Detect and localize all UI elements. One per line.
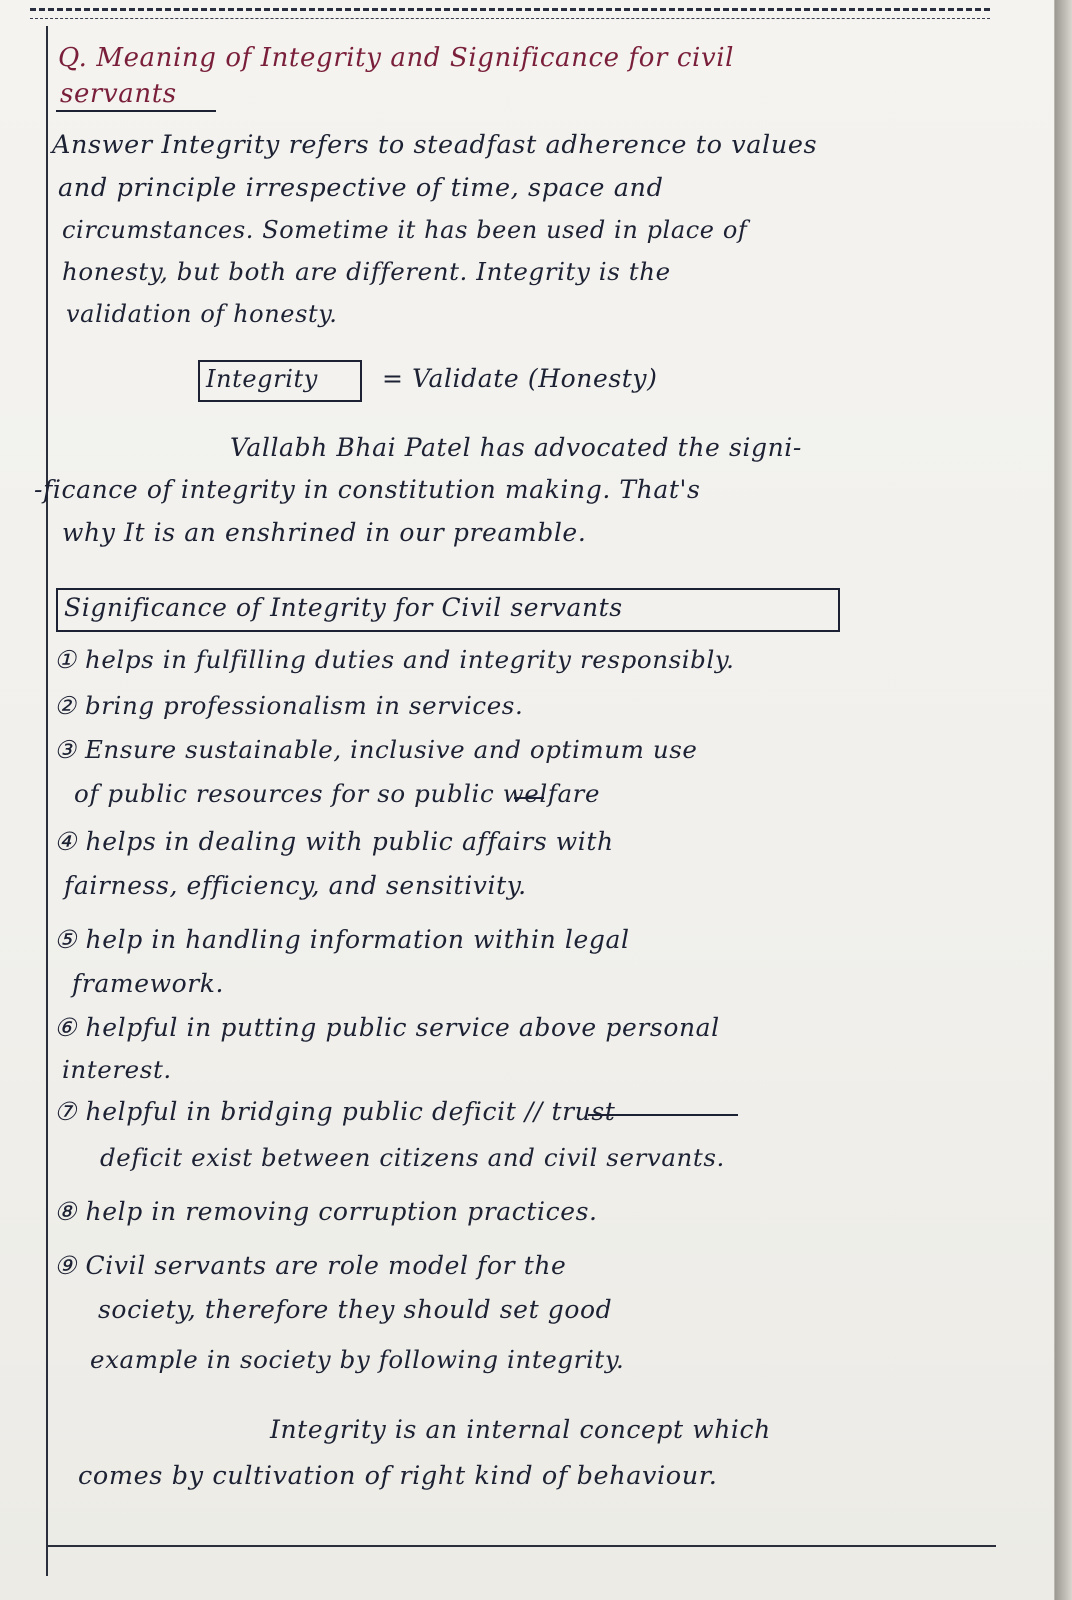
patel-line-1: Vallabh Bhai Patel has advocated the signi-	[230, 433, 802, 462]
page-edge-shadow	[1055, 0, 1072, 1600]
point-5-cont: framework.	[72, 969, 225, 998]
point-7: ⑦ helpful in bridging public deficit // trust	[54, 1097, 616, 1126]
strike-so	[514, 797, 544, 799]
patel-line-3: why It is an enshrined in our preamble.	[62, 518, 587, 547]
conclusion-line-2: comes by cultivation of right kind of behaviour.	[78, 1461, 718, 1491]
point-6-cont: interest.	[62, 1055, 172, 1084]
point-5: ⑤ help in handling information within legal	[54, 925, 630, 954]
answer-line-5: validation of honesty.	[66, 300, 338, 328]
question-underline	[56, 110, 216, 112]
bottom-line	[46, 1545, 996, 1547]
point-1: ① helps in fulfilling duties and integrity responsibly.	[54, 645, 735, 674]
top-dashed-rule-thin	[30, 18, 990, 19]
point-3-cont: of public resources for so public welfare	[74, 779, 601, 808]
point-4-cont: fairness, efficiency, and sensitivity.	[64, 871, 527, 900]
top-dashed-rule	[30, 8, 990, 11]
point-8: ⑧ help in removing corruption practices.	[54, 1197, 598, 1226]
point-7-cont: deficit exist between citizens and civil servants.	[100, 1143, 725, 1172]
conclusion-line-1: Integrity is an internal concept which	[270, 1415, 771, 1444]
answer-line-1: Answer Integrity refers to steadfast adherence to values	[52, 130, 818, 160]
point-3: ③ Ensure sustainable, inclusive and optimum use	[54, 735, 698, 764]
patel-line-2: -ficance of integrity in constitution making. That's	[34, 475, 701, 504]
point-9-cont-2: example in society by following integrity.	[90, 1345, 625, 1374]
point-2: ② bring professionalism in services.	[54, 691, 524, 720]
answer-line-3: circumstances. Sometime it has been used in place of	[62, 216, 748, 244]
point-6: ⑥ helpful in putting public service above personal	[54, 1013, 720, 1042]
margin-line	[46, 26, 48, 1576]
answer-line-2: and principle irrespective of time, space and	[58, 173, 664, 203]
point-4: ④ helps in dealing with public affairs with	[54, 827, 614, 856]
point-9-cont-1: society, therefore they should set good	[98, 1295, 613, 1324]
question-line-2: servants	[60, 79, 177, 109]
point-9: ⑨ Civil servants are role model for the	[54, 1251, 567, 1280]
formula-boxed-term: Integrity	[206, 365, 318, 393]
formula-rest: = Validate (Honesty)	[382, 364, 658, 393]
question-line-1: Q. Meaning of Integrity and Significance for civil	[58, 43, 735, 73]
strike-public-deficit	[588, 1114, 738, 1116]
answer-line-4: honesty, but both are different. Integrity is the	[62, 257, 671, 286]
significance-heading: Significance of Integrity for Civil servants	[64, 593, 623, 622]
